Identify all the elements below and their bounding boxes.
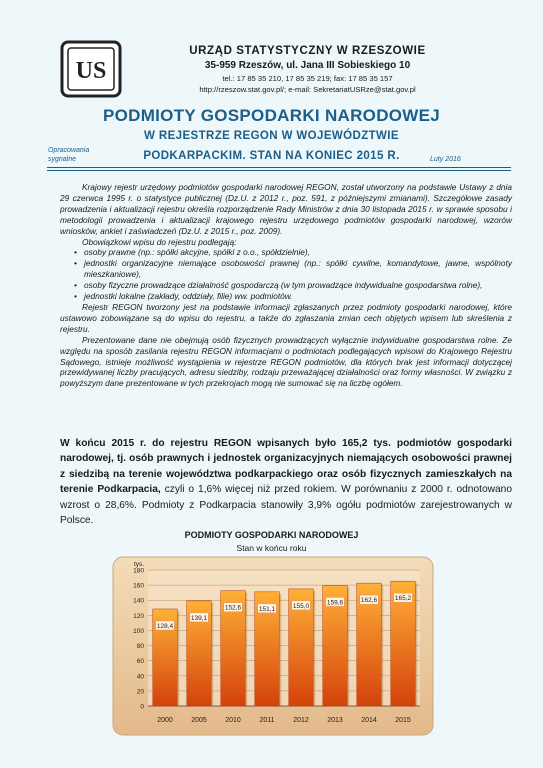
list-item: • jednostki lokalne (zakłady, oddziały, filie) ww. podmiotów.: [84, 291, 512, 302]
data-label: 151,1: [258, 605, 276, 613]
y-tick-label: 100: [133, 627, 144, 635]
data-label: 159,6: [326, 599, 344, 607]
office-web: http://rzeszow.stat.gov.pl/; e-mail: SekretariatUSRze@stat.gov.pl: [199, 85, 416, 94]
x-tick-label: 2013: [327, 717, 343, 724]
publication-type-line-2: sygnalne: [48, 156, 77, 163]
divider: [47, 170, 511, 171]
y-axis-label: tys.: [134, 561, 145, 568]
publication-type: [48, 146, 89, 164]
x-tick-label: 2000: [157, 717, 173, 724]
bar-chart: [112, 556, 434, 736]
office-name: URZĄD STATYSTYCZNY W RZESZOWIE: [189, 45, 426, 57]
publication-type-line-1: Opracowania: [48, 147, 90, 154]
list-item: • osoby prawne (np.: spółki akcyjne, spółki z o.o., spółdzielnie),: [84, 247, 512, 258]
x-tick-label: 2014: [361, 717, 377, 724]
chart-title: PODMIOTY GOSPODARKI NARODOWEJ: [184, 530, 359, 540]
intro-text: [60, 182, 512, 389]
us-logo: [60, 40, 122, 98]
svg-text:US: US: [75, 58, 107, 84]
intro-paragraph: Rejestr REGON tworzony jest na podstawie informacji zgłaszanych przez podmioty gospodarki narodowej, które ustawowo zobowiązane są do wpisu do rejestru, a także do zgłaszania zmian cech objętych wpisem lub skreślenia z rejestru.: [60, 301, 512, 334]
data-label: 152,6: [224, 604, 242, 612]
y-tick-label: 0: [140, 703, 144, 711]
summary-paragraph: [60, 436, 512, 528]
x-tick-label: 2010: [225, 717, 241, 724]
chart-subtitle: Stan w końcu roku: [236, 543, 307, 553]
intro-paragraph: Obowiązkowi wpisu do rejestru podlegają:: [82, 236, 237, 247]
data-label: 128,4: [156, 622, 174, 630]
subtitle-line-1: W REJESTRZE REGON W WOJEWÓDZTWIE: [144, 130, 399, 142]
summary-bold: W końcu 2015 r. do rejestru REGON wpisanych było 165,2 tys. podmiotów gospodarki narodowej, tj. osób prawnych i jednostek organizacyjnych niemających osobowości prawnej z siedzibą na terenie województwa podkarpackiego oraz osób fizycznych zamieszkałych na terenie Podkarpacia,: [60, 438, 512, 496]
x-tick-label: 2005: [191, 717, 207, 724]
intro-paragraph: Prezentowane dane nie obejmują osób fizycznych prowadzących wyłącznie indywidualne gospodarstwa rolne. Ze względu na sposób zasilania rejestru REGON informacjami o podmiotach podlegających wpisowi do Krajowego Rejestru Sądowego, istnieje możliwość wystąpienia w rejestrze REGON podmiotów, dla których brak jest informacji dotyczącej przewidywanej liczby pracujących, adresu siedziby, rodzaju przeważającej działalności oraz formy własności. W związku z powyższym dane prezentowane w tych przekrojach mogą nie sumować się na liczbę ogółem.: [60, 334, 512, 389]
office-address: 35-959 Rzeszów, ul. Jana III Sobieskiego 10: [204, 60, 411, 71]
bullet-list: [60, 247, 512, 302]
office-phone: tel.: 17 85 35 210, 17 85 35 219; fax: 17 85 35 157: [222, 74, 393, 83]
list-item: • osoby fizyczne prowadzące działalność gospodarczą (w tym prowadzące indywidualne gospodarstwa rolne),: [84, 280, 512, 291]
summary-text: [60, 436, 512, 528]
intro-paragraph: Krajowy rejestr urzędowy podmiotów gospodarki narodowej REGON, został utworzony na podstawie Ustawy z dnia 29 czerwca 1995 r. o statystyce publicznej (Dz.U. z 2012 r., poz. 591, z późniejszymi zmianami). Szczegółowe zasady prowadzenia i aktualizacji rejestru określa rozporządzenie Rady Ministrów z dnia 30 listopada 2015 r. w sprawie sposobu i metodologii prowadzenia i aktualizacji krajowego rejestru urzędowego podmiotów gospodarki narodowej, wzorów wniosków, ankiet i zaświadczeń (Dz.U. z 2015 r., poz. 2009).: [60, 182, 512, 236]
publication-date: Luty 2016: [430, 156, 461, 163]
y-tick-label: 20: [136, 688, 144, 696]
x-tick-label: 2012: [293, 717, 309, 724]
summary-rest: czyli o 1,6% więcej niż przed rokiem. W porównaniu z 2000 r. odnotowano wzrost o 28,6%. Podmioty z Podkarpacia stanowiły 3,9% ogółu podmiotów zarejestrowanych w Polsce.: [60, 484, 512, 527]
divider: [47, 167, 511, 168]
y-tick-label: 60: [136, 658, 144, 666]
y-tick-label: 120: [133, 612, 144, 620]
y-tick-label: 140: [133, 597, 144, 605]
data-label: 155,0: [292, 602, 310, 610]
y-tick-label: 180: [133, 567, 144, 575]
x-tick-label: 2015: [395, 717, 411, 724]
data-label: 139,1: [190, 614, 208, 622]
main-title: PODMIOTY GOSPODARKI NARODOWEJ: [102, 106, 441, 125]
list-item: • jednostki organizacyjne niemające osobowości prawnej (np.: spółki cywilne, komandytowe, jawne, wspólnoty mieszkaniowe),: [84, 258, 512, 280]
office-header: [140, 45, 475, 94]
data-label: 162,6: [360, 597, 378, 605]
y-tick-label: 40: [136, 673, 144, 681]
x-tick-label: 2011: [259, 717, 275, 724]
y-tick-label: 80: [136, 643, 144, 651]
y-tick-label: 160: [133, 582, 144, 590]
subtitle-line-2: PODKARPACKIM. STAN NA KONIEC 2015 R.: [143, 150, 400, 162]
data-label: 165,2: [394, 595, 412, 603]
